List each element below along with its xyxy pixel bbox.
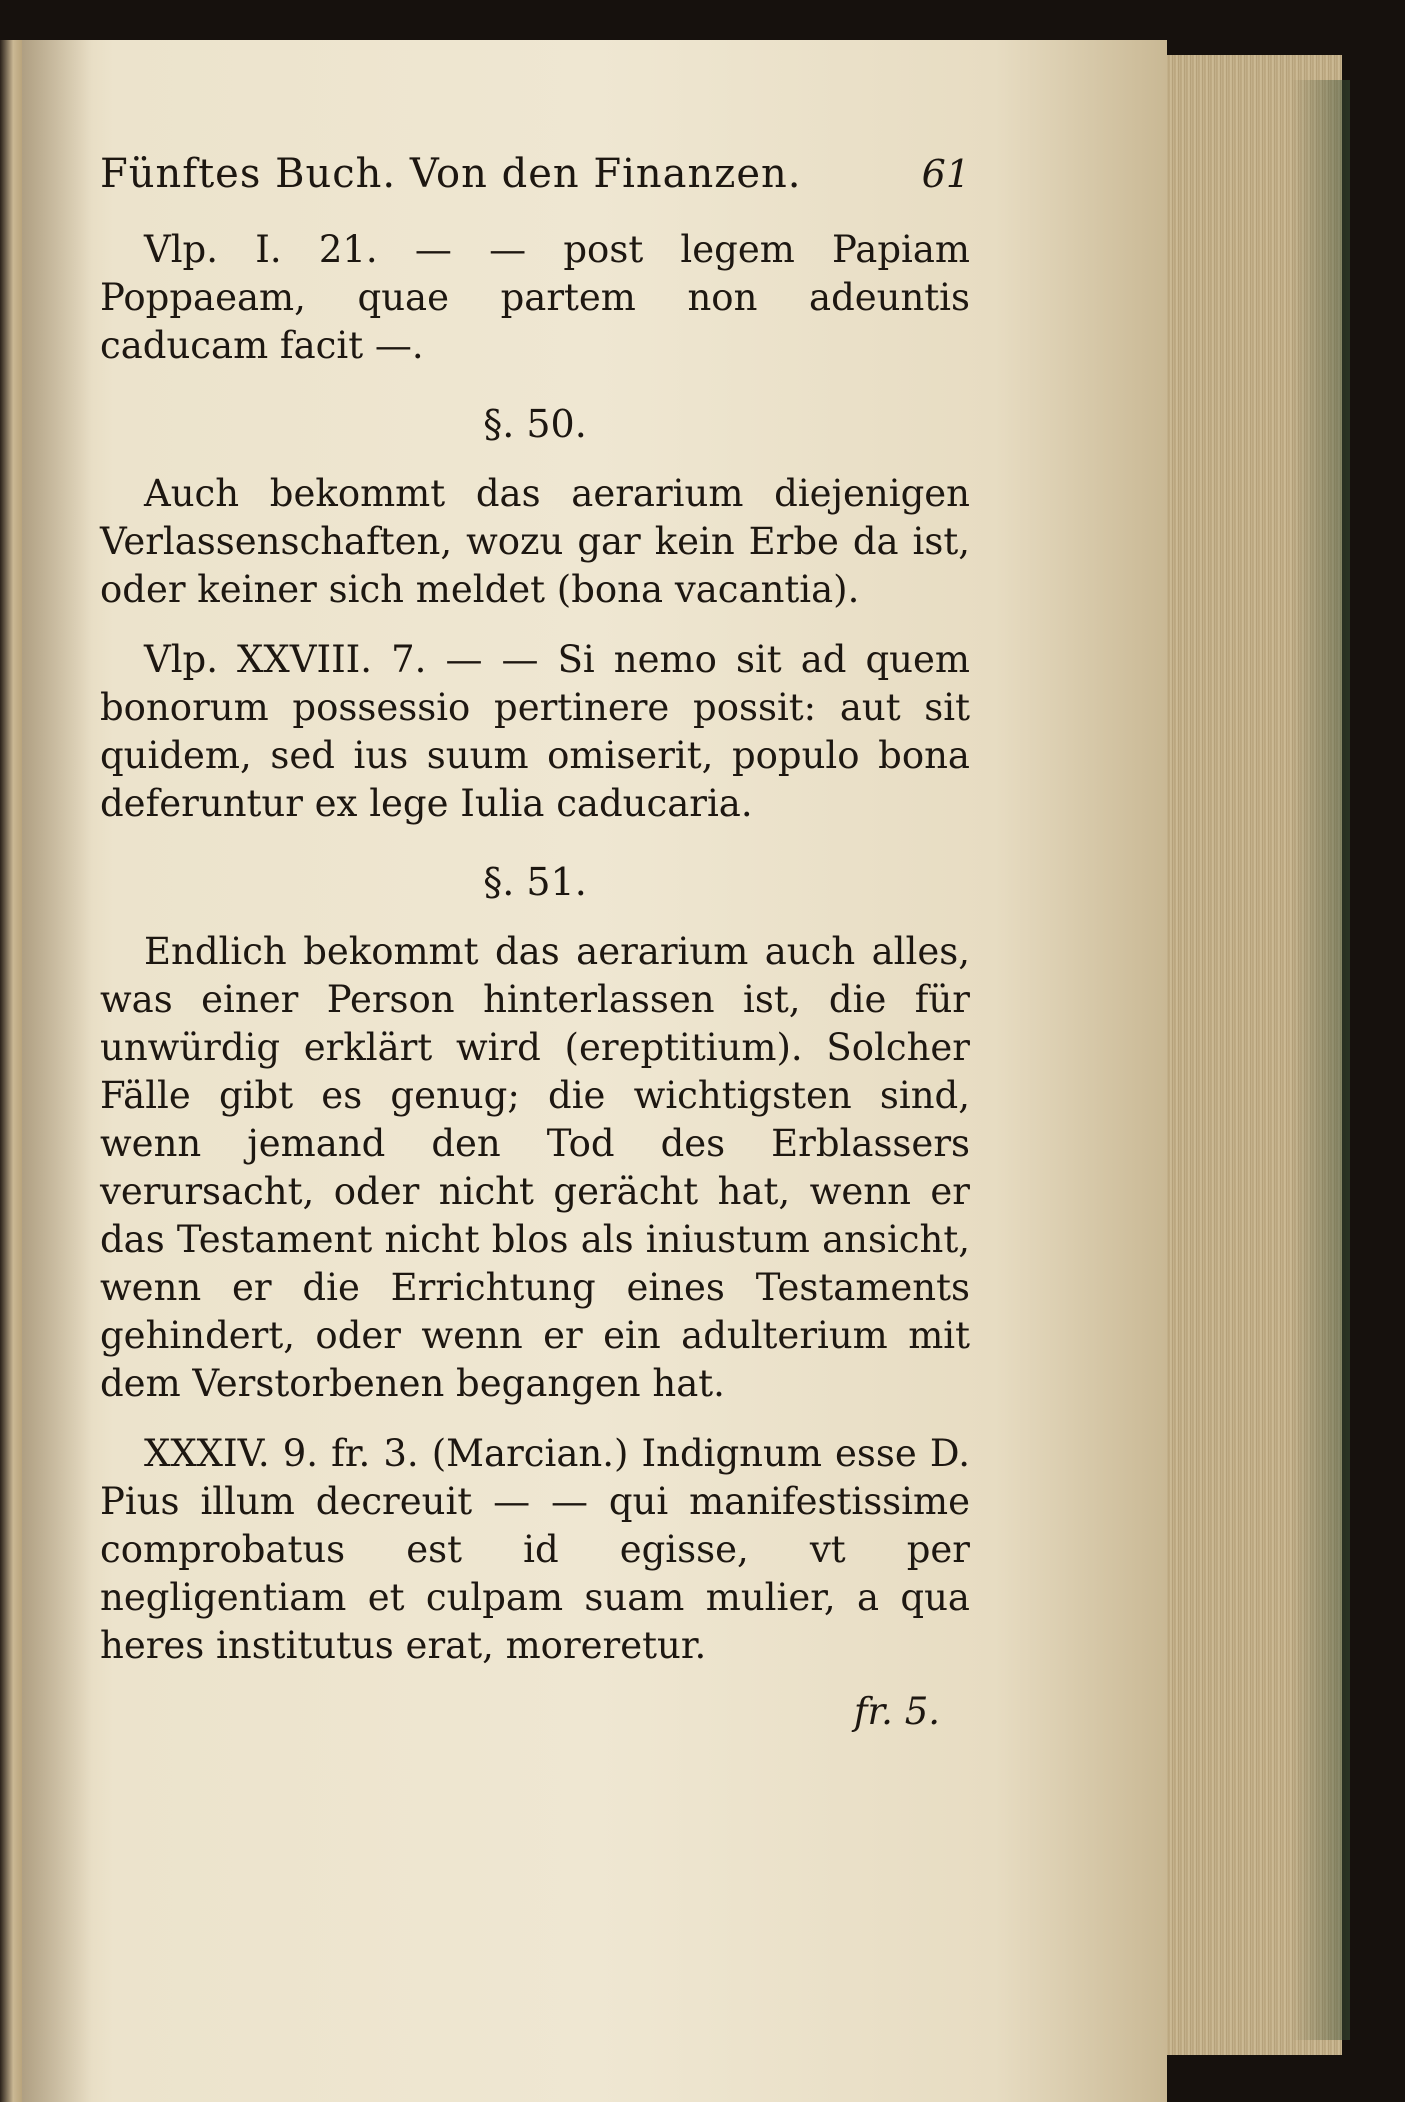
running-title: Fünftes Buch. Von den Finanzen. (100, 151, 802, 197)
paragraph-section-51: Endlich bekommt das aerarium auch alles, was einer Person hinterlassen ist, die für unwürdig erklärt wird (ereptitium). Solcher Fälle gibt es genug; die wichtigsten sind, wenn jemand den Tod des Erblassers verursacht, oder nicht gerächt hat, wenn er das Testament nicht blos als iniustum ansicht, wenn er die Errichtung eines Testaments gehindert, oder wenn er ein adulterium mit dem Verstorbenen begangen hat. (100, 930, 970, 1405)
page-text (100, 150, 970, 1736)
spacer (100, 614, 970, 636)
citation-xxxiv-9: XXXIV. 9. fr. 3. (Marcian.) Indignum esse D. Pius illum decreuit — — qui manifestissime comprobatus est id egisse, vt per negligentiam et culpam suam mulier, a qua heres institutus erat, moreretur. (100, 1432, 970, 1667)
running-header (100, 150, 970, 198)
citation-ulp-i-21: Vlp. I. 21. — — post legem Papiam Poppaeam, quae partem non adeuntis caducam facit —. (100, 228, 970, 367)
paragraph-section-50: Auch bekommt das aerarium diejenigen Verlassenschaften, wozu gar kein Erbe da ist, oder keiner sich meldet (bona vacantia). (100, 472, 970, 611)
book-edge-shadow (1290, 80, 1350, 2040)
facing-page-edge (0, 40, 22, 2102)
gutter-shadow (22, 40, 92, 2102)
spacer (100, 1408, 970, 1430)
citation-ulp-xxviii-7: Vlp. XXVIII. 7. — — Si nemo sit ad quem bonorum possessio pertinere possit: aut sit quidem, sed ius suum omiserit, populo bona deferuntur ex lege Iulia caducaria. (100, 638, 970, 825)
section-50-heading: §. 50. (483, 402, 587, 446)
page-number: 61 (921, 152, 970, 196)
section-51-heading: §. 51. (483, 860, 587, 904)
catchword: fr. 5. (853, 1690, 940, 1733)
